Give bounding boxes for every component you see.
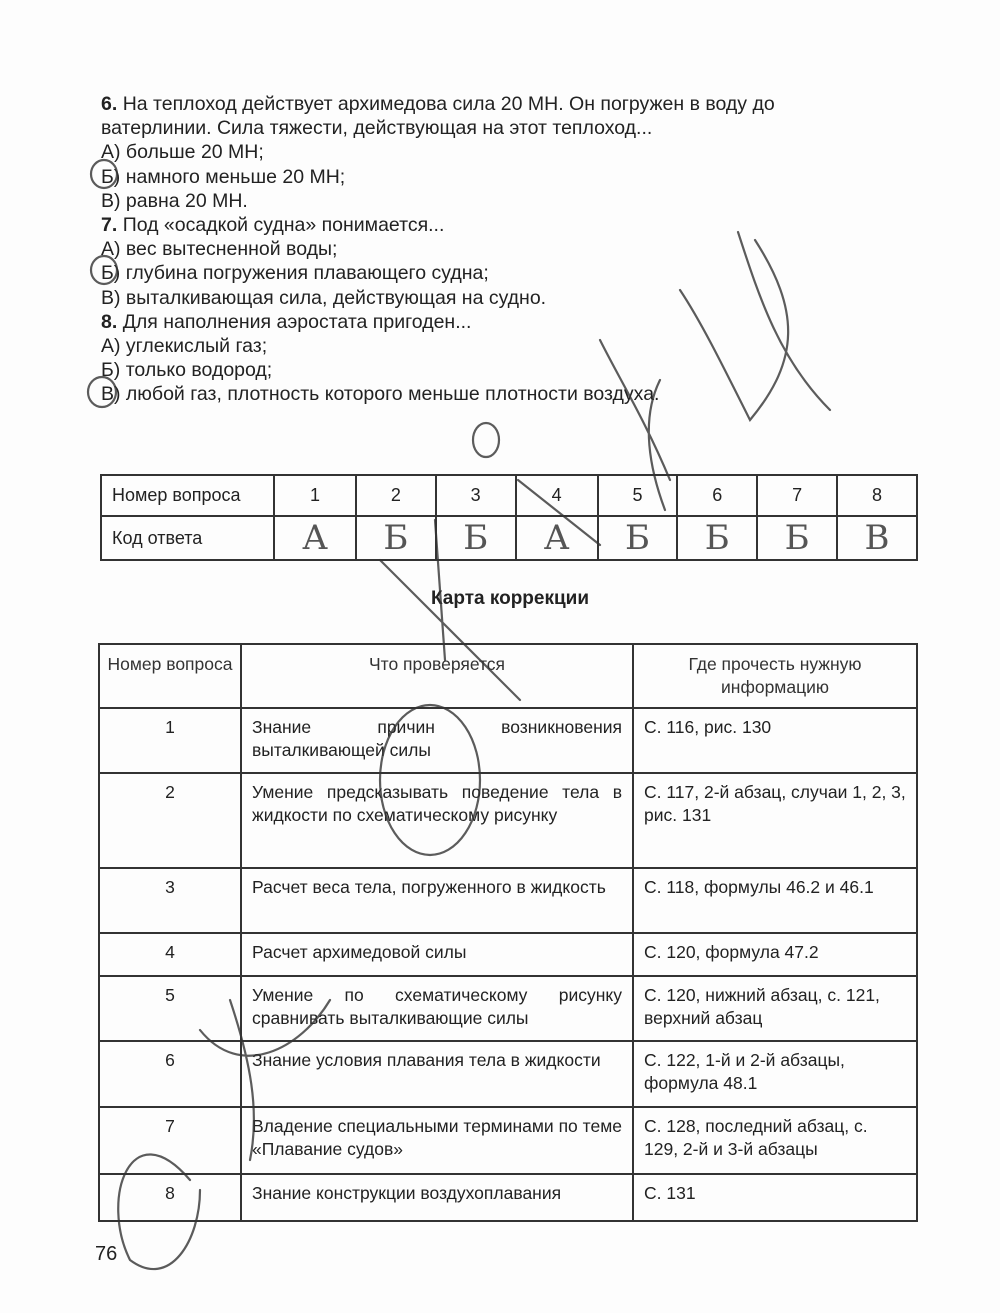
answer-cell[interactable]: А: [516, 516, 598, 560]
option-selected: Б) глубина погружения плавающего судна;: [101, 262, 489, 285]
question-6-cont: ватерлинии. Сила тяжести, действующая на этот теплоход...: [101, 117, 653, 140]
checked-skill: Расчет архимедовой силы: [241, 933, 633, 976]
question-number: 6: [677, 475, 757, 516]
answer-cell[interactable]: Б: [356, 516, 436, 560]
table-row: [99, 933, 917, 976]
question-7: 7. Под «осадкой судна» понимается...: [101, 214, 445, 237]
question-number: 7: [757, 475, 837, 516]
letter-o: [473, 423, 499, 457]
option: А) больше 20 МН;: [101, 141, 264, 164]
checked-skill: Умение предсказывать поведение тела в жидкости по схематическому рисунку: [241, 773, 633, 868]
question-number: 3: [436, 475, 516, 516]
option: Б) только водород;: [101, 359, 273, 382]
row-label: Номер вопроса: [101, 475, 274, 516]
header-cell: Что проверяется: [241, 644, 633, 708]
reference: С. 116, рис. 130: [633, 708, 917, 773]
question-number: 5: [598, 475, 678, 516]
checked-skill: Знание причин возникновения выталкивающей силы: [241, 708, 633, 773]
answer-cell[interactable]: А: [274, 516, 356, 560]
reference: С. 120, формула 47.2: [633, 933, 917, 976]
reference: С. 122, 1-й и 2-й абзацы, формула 48.1: [633, 1041, 917, 1107]
table-row: [99, 976, 917, 1041]
question-8: 8. Для наполнения аэростата пригоден...: [101, 310, 472, 333]
table-row: [101, 516, 917, 560]
table-row: [99, 868, 917, 933]
reference: С. 117, 2-й абзац, случаи 1, 2, 3, рис. 131: [633, 773, 917, 868]
correction-title: Карта коррекции: [430, 588, 590, 609]
question-number: 4: [99, 933, 241, 976]
question-number: 2: [356, 475, 436, 516]
checked-skill: Знание условия плавания тела в жидкости: [241, 1041, 633, 1107]
table-row: [99, 773, 917, 868]
question-number: 1: [99, 708, 241, 773]
option: А) вес вытесненной воды;: [101, 238, 338, 261]
question-number: 3: [99, 868, 241, 933]
option-selected: Б) намного меньше 20 МН;: [101, 165, 346, 188]
question-6: 6. На теплоход действует архимедова сила 20 МН. Он погружен в воду до: [101, 93, 775, 115]
question-number: 7: [99, 1107, 241, 1174]
correction-table: [98, 643, 918, 1222]
option: В) выталкивающая сила, действующая на судно.: [101, 286, 547, 309]
reference: С. 131: [633, 1174, 917, 1221]
checked-skill: Знание конструкции воздухоплавания: [241, 1174, 633, 1221]
question-number: 8: [99, 1174, 241, 1221]
table-row: [99, 1041, 917, 1107]
answer-cell[interactable]: Б: [757, 516, 837, 560]
answer-cell[interactable]: Б: [436, 516, 516, 560]
question-number: 6: [99, 1041, 241, 1107]
option-selected: В) любой газ, плотность которого меньше плотности воздуха.: [101, 383, 660, 406]
answer-cell[interactable]: В: [837, 516, 917, 560]
row-label: Код ответа: [101, 516, 274, 560]
question-number: 8: [837, 475, 917, 516]
option: А) углекислый газ;: [101, 335, 268, 358]
questions-block: [101, 92, 931, 407]
reference: С. 120, нижний абзац, с. 121, верхний абзац: [633, 976, 917, 1041]
page-number: 76: [95, 1243, 118, 1265]
table-row: [99, 1174, 917, 1221]
checked-skill: Владение специальными терминами по теме «Плавание судов»: [241, 1107, 633, 1174]
question-number: 2: [99, 773, 241, 868]
reference: С. 118, формулы 46.2 и 46.1: [633, 868, 917, 933]
table-row: [99, 708, 917, 773]
checked-skill: Расчет веса тела, погруженного в жидкость: [241, 868, 633, 933]
question-number: 1: [274, 475, 356, 516]
answer-table: [100, 474, 918, 561]
option: В) равна 20 МН.: [101, 189, 248, 212]
answer-cell[interactable]: Б: [677, 516, 757, 560]
header-cell: Номер вопроса: [99, 644, 241, 708]
question-number: 5: [99, 976, 241, 1041]
answer-cell[interactable]: Б: [598, 516, 678, 560]
table-header: [99, 644, 917, 708]
table-row: [99, 1107, 917, 1174]
header-cell: Где прочесть нужную информацию: [633, 644, 917, 708]
question-number: 4: [516, 475, 598, 516]
table-row: [101, 475, 917, 516]
checked-skill: Умение по схематическому рисунку сравнивать выталкивающие силы: [241, 976, 633, 1041]
reference: С. 128, последний абзац, с. 129, 2-й и 3-й абзацы: [633, 1107, 917, 1174]
